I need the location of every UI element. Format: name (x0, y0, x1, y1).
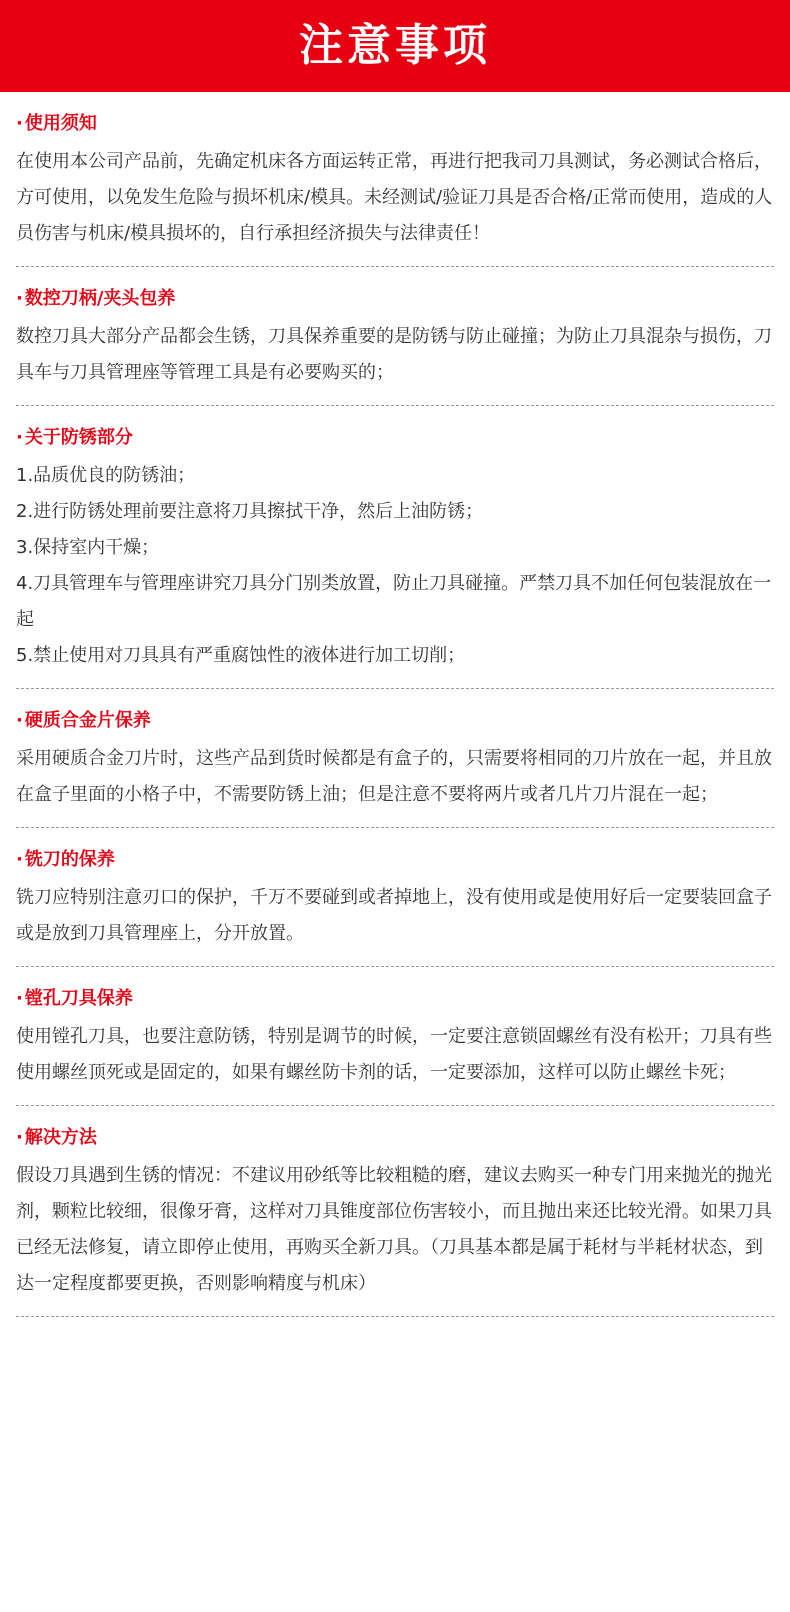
list-item: 2.进行防锈处理前要注意将刀具擦拭干净，然后上油防锈； (16, 501, 484, 522)
notice-content (0, 92, 790, 1317)
section-title: · 数控刀柄/夹头包养 (16, 288, 176, 309)
bullet-dot: · (16, 710, 23, 731)
section-holder-maintenance (16, 267, 774, 406)
section-carbide-insert (16, 689, 774, 828)
page-title: 注意事项 (299, 20, 491, 71)
section-title: · 使用须知 (16, 113, 97, 134)
bullet-dot: · (16, 288, 23, 309)
bullet-dot: · (16, 427, 23, 448)
section-title: · 解决方法 (16, 1127, 97, 1148)
page-header (0, 0, 790, 92)
section-usage-notice (16, 92, 774, 267)
section-solution (16, 1106, 774, 1317)
bullet-dot: · (16, 1127, 23, 1148)
list-item: 1.品质优良的防锈油； (16, 465, 196, 486)
bullet-dot: · (16, 849, 23, 870)
section-paragraph: 使用镗孔刀具，也要注意防锈，特别是调节的时候，一定要注意锁固螺丝有没有松开；刀具有些使用螺丝顶死或是固定的，如果有螺丝防卡剂的话，一定要添加，这样可以防止螺丝卡死； (16, 1026, 772, 1083)
section-boring-tool (16, 967, 774, 1106)
section-paragraph: 在使用本公司产品前，先确定机床各方面运转正常，再进行把我司刀具测试，务必测试合格后，方可使用，以免发生危险与损坏机床/模具。未经测试/验证刀具是否合格/正常而使用，造成的人员伤害与机床/模具损坏的，自行承担经济损失与法律责任！ (16, 151, 773, 244)
list-item: 5.禁止使用对刀具具有严重腐蚀性的液体进行加工切削； (16, 645, 466, 666)
bullet-dot: · (16, 988, 23, 1009)
section-title: · 铣刀的保养 (16, 849, 115, 870)
list-item: 3.保持室内干燥； (16, 537, 160, 558)
section-paragraph: 铣刀应特别注意刃口的保护，千万不要碰到或者掉地上，没有使用或是使用好后一定要装回盒子或是放到刀具管理座上，分开放置。 (16, 887, 772, 944)
section-paragraph: 假设刀具遇到生锈的情况：不建议用砂纸等比较粗糙的磨，建议去购买一种专门用来抛光的抛光剂，颗粒比较细，很像牙膏，这样对刀具锥度部位伤害较小，而且抛出来还比较光滑。如果刀具已经无法修复，请立即停止使用，再购买全新刀具。（刀具基本都是属于耗材与半耗材状态，到达一定程度都要更换，否则影响精度与机床） (16, 1165, 772, 1294)
section-title: · 镗孔刀具保养 (16, 988, 133, 1009)
section-title: · 关于防锈部分 (16, 427, 133, 448)
bullet-dot: · (16, 113, 23, 134)
section-paragraph: 数控刀具大部分产品都会生锈，刀具保养重要的是防锈与防止碰撞；为防止刀具混杂与损伤，刀具车与刀具管理座等管理工具是有必要购买的； (16, 326, 772, 383)
list-item: 4.刀具管理车与管理座讲究刀具分门别类放置，防止刀具碰撞。严禁刀具不加任何包装混放在一起 (16, 573, 772, 630)
section-rust-prevention (16, 406, 774, 689)
section-paragraph: 采用硬质合金刀片时，这些产品到货时候都是有盒子的，只需要将相同的刀片放在一起，并且放在盒子里面的小格子中，不需要防锈上油；但是注意不要将两片或者几片刀片混在一起； (16, 748, 772, 805)
section-milling-cutter (16, 828, 774, 967)
section-title: · 硬质合金片保养 (16, 710, 151, 731)
